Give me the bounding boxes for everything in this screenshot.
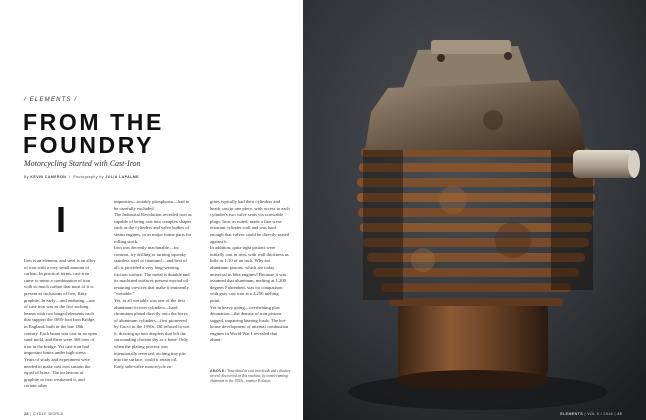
cylinder-head <box>365 80 585 150</box>
byline-photographer: JULIA LAPALME <box>105 175 139 179</box>
exhaust-port-opening <box>628 150 640 178</box>
body-paragraph: Early side-valve motorcycle en- <box>114 363 173 369</box>
engine-cylinder-photo <box>303 0 646 420</box>
body-paragraph: gines typically had their cylinders and heads cast in one piece, with access to each cylinder's two valve seats via screwable plugs. Iron, as noted, made a fine wear-resistant cylinder wall and was hard enough that valves could be directly seated against it. <box>210 199 290 244</box>
body-paragraph: In addition, quite tight pistons were initially cast in iron, with wall thickness as little as 1/10 of an inch. Why not aluminum pistons, which are today universal in bike engines? Because it was assumed that aluminum, melting at 1,200 degrees Fahrenheit, was no comparison with gray cast iron at a 2,250 melting point. <box>210 245 289 303</box>
byline-author: KEVIN CAMERON <box>30 175 67 179</box>
folio-separator: | <box>584 412 588 416</box>
folio-separator: | <box>30 412 33 416</box>
bolt-icon <box>437 54 445 62</box>
section-kicker: / ELEMENTS / <box>24 97 78 103</box>
folio-magazine-name: CYCLE WORLD <box>32 412 64 416</box>
cylinder-base-flange <box>395 370 551 390</box>
folio-right <box>560 412 622 416</box>
exhaust-port <box>573 150 635 178</box>
byline-by-label: By <box>24 175 29 179</box>
left-page <box>0 0 303 420</box>
article-subtitle: Motorcycling Started with Cast-Iron <box>24 159 141 168</box>
caption-label: ABOVE: <box>210 369 227 373</box>
folio-page-number: 29 <box>617 412 622 416</box>
body-paragraph: Yet, in all wettable was one of the first aluminum-to-iron cylinders—hard chromium plated directly onto the bores of aluminum cylinders—first pioneered by Gucci in the 1950s. Oil refused to wet it, drawing up into droplets that left the surrounding chrome dry as a bone. Only when the plating process was intentionally reversed, etching tiny pits into the surface, could it retain oil. <box>114 297 190 363</box>
body-column-1 <box>24 258 98 390</box>
photo-caption <box>210 369 294 384</box>
drop-cap: I <box>56 199 67 240</box>
cylinder-base <box>398 300 548 380</box>
folio-issue: VOL 5 / 2016 <box>587 412 614 416</box>
body-paragraph: Yet in heavy going—overheating plus detonation—the demise of iron pistons sagged, impairing bearing loads. The hot-house development of internal combustion engines in World War I revealed that alumi- <box>210 304 289 343</box>
right-page <box>303 0 646 420</box>
body-paragraph: Iron is an element, and steel is an alloy of iron with a very small amount of carbon. In practical terms, cast-iron came to mean a combination of iron with so much carbon that most of it is present as inclusions of free, flaky graphite. In early—and enduring—use of cast-iron was as the five arching beams with two hinged elements each that support the 1695-foot Iron Bridge, in England, built in the late 18th century. Each beam was cast in an open sand mold, and there were 368 tons of iron in the bridge. Yet cast-iron had important limits under high stress. Years of study and experiment were needed to make cast iron sustain the equal of brass. The inclusions of graphite or iron weakened it, and certain other <box>24 258 97 389</box>
bolt-icon <box>504 52 512 60</box>
body-paragraph: impurities—notably phosphorus—had to be carefully excluded. <box>114 199 190 211</box>
folio-left <box>24 412 64 416</box>
byline <box>24 175 139 179</box>
byline-separator: / <box>67 175 72 179</box>
fin-shadow-left <box>363 150 403 300</box>
folio-page-number: 28 <box>24 412 29 416</box>
body-column-2 <box>114 199 192 370</box>
body-paragraph: Iron was decently machinable—for contrast, try drilling or turning squeaky stainless steel or titanium!—and best of all, it provided a very long-wearing friction surface. The metal is durable and its machined surfaces present myriad oil-retaining crevices that make it eminently "wettable." <box>114 245 190 297</box>
folio-section: ELEMENTS <box>560 412 584 416</box>
article-title: FROM THE FOUNDRY <box>23 109 164 158</box>
valve-cover-top <box>431 40 511 54</box>
caption-text: Time-dated in cast iron heads and cylinders weren't discovered on this machine, by comet-running aluminum in the 1950s—number 8 classic. <box>210 369 291 383</box>
body-column-3 <box>210 199 290 344</box>
byline-photo-label: Photography by <box>73 175 104 179</box>
folio-separator: | <box>614 412 618 416</box>
body-paragraph: The Industrial Revolution revealed iron as capable of being cast into complex shapes such as the cylinders and valve bodies of steam engines, or as major frame parts for rolling stock. <box>114 212 192 244</box>
